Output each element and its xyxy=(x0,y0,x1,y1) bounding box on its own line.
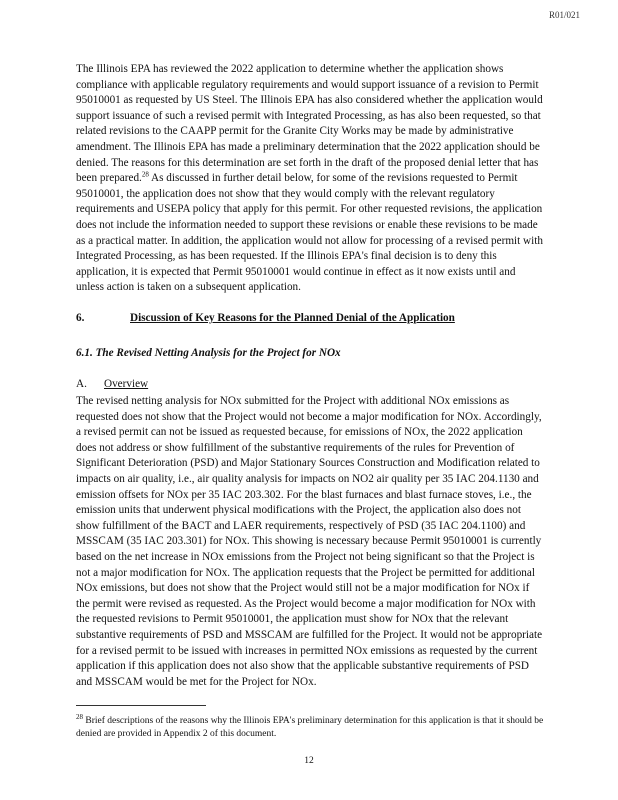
subsection-a-title: Overview xyxy=(104,378,149,390)
document-id: R01/021 xyxy=(548,10,580,20)
footnote xyxy=(76,711,544,741)
section-6-heading xyxy=(76,312,544,324)
intro-paragraph xyxy=(76,62,544,296)
section-6-number: 6. xyxy=(76,312,85,324)
overview-paragraph xyxy=(76,394,544,690)
subsection-a-letter: A. xyxy=(76,378,87,390)
footnote-number: 28 xyxy=(76,713,83,721)
footnote-ref[interactable]: 28 xyxy=(141,170,149,179)
section-6-title: Discussion of Key Reasons for the Planned Denial of the Application xyxy=(130,312,455,324)
footnote-divider xyxy=(76,705,206,706)
intro-text-2: As discussed in further detail below, for some of the revisions requested to Permit 95010001, the application does not show that they would comply with the relevant regulatory requirements and USEPA policy that apply for this permit. For other requested revisions, the application does not include the information needed to support these revisions or enable these revisions to be made as a practical matter. In addition, the application would not allow for processing of a revised permit with Integrated Processing, as has been requested. If the Illinois EPA's final decision is to deny this application, it is expected that Permit 95010001 would continue in effect as it now exists until and unless action is taken on a subsequent application. xyxy=(76,172,543,294)
page-number: 12 xyxy=(304,756,314,766)
overview-text: The revised netting analysis for NOx submitted for the Project with additional NOx emissions as requested does not show that the Project would not become a major modification for NOx. Accordingly, a revised permit can not be issued as requested because, for emissions of NOx, the 2022 application does not address or show fulfillment of the substantive requirements of the rules for Prevention of Significant Deterioration (PSD) and Major Stationary Sources Construction and Modification related to impacts on air quality, i.e., air quality analysis for impacts on NO2 air quality per 35 IAC 204.1130 and emission offsets for NOx per 35 IAC 203.302. For the blast furnaces and blast furnace stoves, i.e., the emission units that underwent physical modifications with the Project, the application also does not show fulfillment of the BACT and LAER requirements, respectively of PSD (35 IAC 204.1100) and MSSCAM (35 IAC 203.301) for NOx. This showing is necessary because Permit 95010001 is currently based on the net increase in NOx emissions from the Project not being significant so that the Project is not a major modification for NOx. The application requests that the Project be permitted for additional NOx emissions, but does not show that the Project would still not be a major modification for NOx if the permit were revised as requested. As the Project would become a major modification for NOx with the requested revisions to Permit 95010001, the application must show for NOx that the relevant substantive requirements of PSD and MSSCAM are fulfilled for the Project. It would not be appropriate for a revised permit to be issued with increases in permitted NOx emissions as requested by the current application if this application does not also show that the applicable substantive requirements of PSD and MSSCAM would be met for the Project for NOx. xyxy=(76,395,543,688)
section-6-1-heading: 6.1. The Revised Netting Analysis for the Project for NOx xyxy=(76,347,341,359)
subsection-a-heading xyxy=(76,378,544,390)
intro-text-1: The Illinois EPA has reviewed the 2022 application to determine whether the application shows compliance with applicable regulatory requirements and would support issuance of a revision to Permit 95010001 as requested by US Steel. The Illinois EPA has also considered whether the application would support issuance of such a revised permit with Integrated Processing, as has also been requested, so that related revisions to the CAAPP permit for the Granite City Works may be made by administrative amendment. The Illinois EPA has made a preliminary determination that the 2022 application should be denied. The reasons for this determination are set forth in the draft of the proposed denial letter that has been prepared. xyxy=(76,63,543,185)
footnote-text: Brief descriptions of the reasons why the Illinois EPA's preliminary determination for this application is that it should be denied are provided in Appendix 2 of this document. xyxy=(76,716,544,740)
